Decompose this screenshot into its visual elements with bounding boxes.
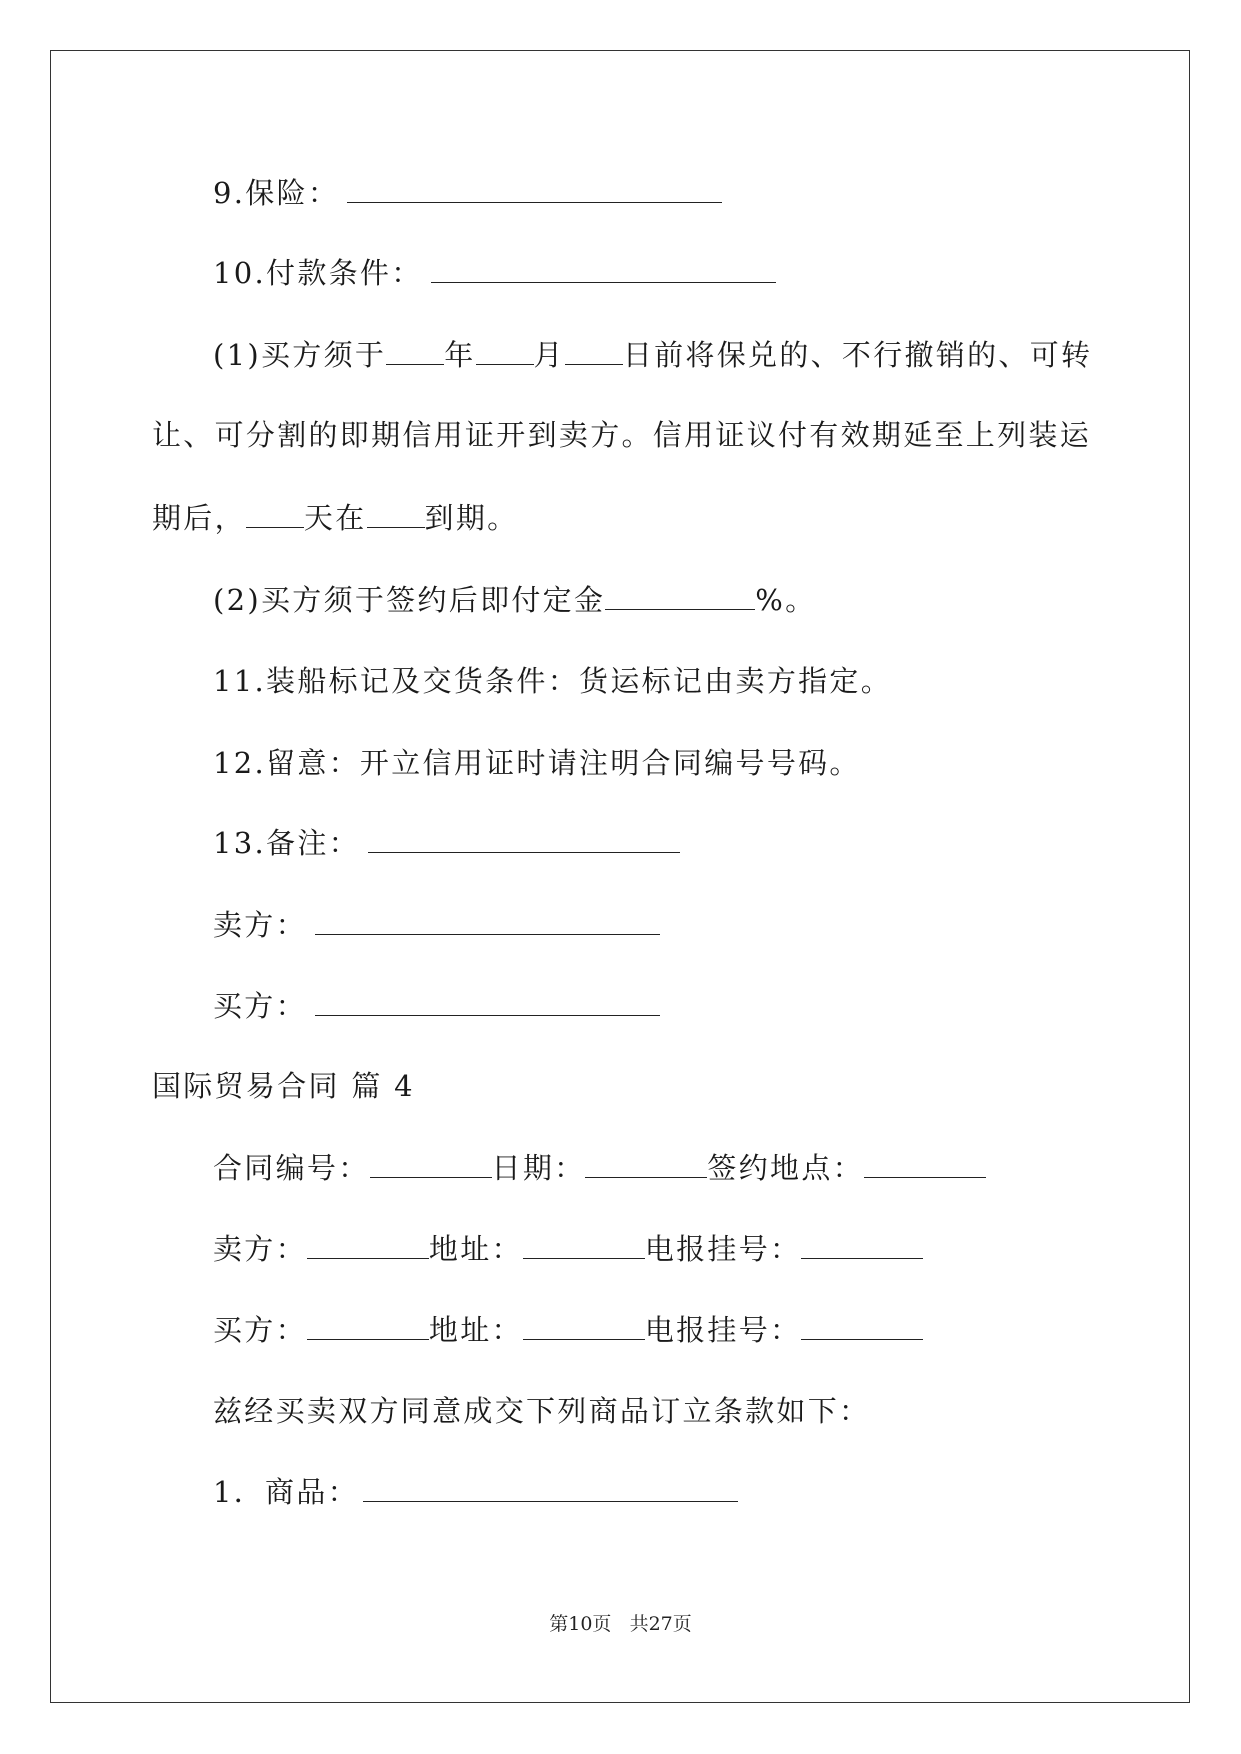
blank-field xyxy=(386,340,444,365)
clause-10-1-continuation: 让、可分割的即期信用证开到卖方。信用证议付有效期延至上列装运 xyxy=(152,418,1092,452)
clause-10-1-line: (1)买方须于 年 月 日前将保兑的、不行撤销的、可转 xyxy=(213,338,1093,372)
blank-field xyxy=(368,828,680,853)
blank-field xyxy=(307,1315,429,1340)
blank-field xyxy=(585,1153,707,1178)
blank-field xyxy=(801,1234,923,1259)
clause-10-2-deposit: (2)买方须于签约后即付定金 %。 xyxy=(213,583,817,617)
clause-10-1-end: 期后， 天在 到期。 xyxy=(152,501,519,535)
blank-field xyxy=(476,340,534,365)
clause-9-insurance: 9.保险： xyxy=(213,175,722,211)
blank-field xyxy=(315,991,660,1016)
blank-field xyxy=(246,503,304,528)
agreement-intro: 兹经买卖双方同意成交下列商品订立条款如下： xyxy=(213,1394,871,1428)
blank-field xyxy=(565,340,623,365)
page-border xyxy=(50,50,1190,1703)
blank-field xyxy=(370,1153,492,1178)
page-number-total: 共27页 xyxy=(629,1613,692,1635)
page-number-current: 第10页 xyxy=(549,1613,612,1635)
clause-10-payment-terms: 10.付款条件： xyxy=(213,255,776,291)
blank-field xyxy=(363,1477,738,1502)
seller-info-line: 卖方： 地址： 电报挂号： xyxy=(213,1231,923,1267)
blank-field xyxy=(801,1315,923,1340)
seller-signature-line: 卖方： xyxy=(213,907,660,943)
blank-field xyxy=(307,1234,429,1259)
blank-field xyxy=(431,258,776,283)
clause-13-remarks: 13.备注： xyxy=(213,825,680,861)
blank-field xyxy=(523,1234,645,1259)
clause-11-shipping-marks: 11.装船标记及交货条件：货运标记由卖方指定。 xyxy=(213,664,893,698)
buyer-signature-line: 买方： xyxy=(213,988,660,1024)
blank-field xyxy=(367,503,425,528)
blank-field xyxy=(864,1153,986,1178)
blank-field xyxy=(523,1315,645,1340)
contract-info-line: 合同编号： 日期： 签约地点： xyxy=(213,1150,986,1186)
clause-12-notice: 12.留意：开立信用证时请注明合同编号号码。 xyxy=(213,746,861,780)
item-1-commodity: 1．商品： xyxy=(213,1474,738,1510)
blank-field xyxy=(347,178,722,203)
blank-field xyxy=(315,910,660,935)
buyer-info-line: 买方： 地址： 电报挂号： xyxy=(213,1312,923,1348)
page-footer xyxy=(0,1612,1241,1636)
blank-field xyxy=(605,585,755,610)
section-heading: 国际贸易合同 篇 4 xyxy=(152,1069,415,1103)
